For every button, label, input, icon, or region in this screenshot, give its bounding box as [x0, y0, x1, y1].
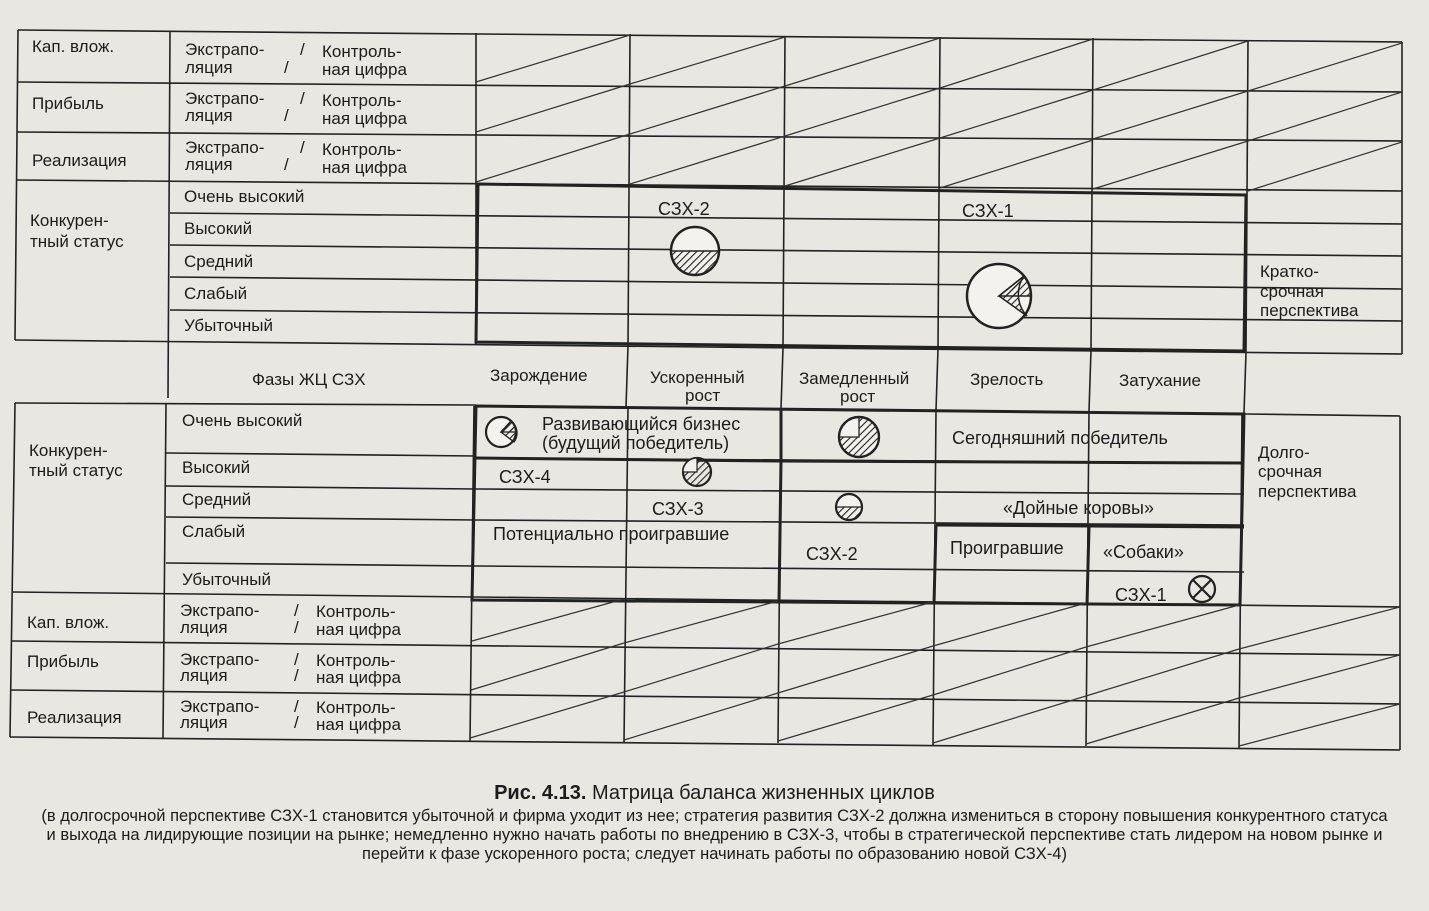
figure-caption [0, 782, 1429, 864]
extrapolation-line1: Экстрапо- [185, 89, 265, 108]
extrapolation-line2: ляция [185, 106, 233, 125]
slash: / [294, 713, 299, 732]
szh1-bottom-label: СЗХ-1 [1115, 585, 1167, 605]
target-line2: ная цифра [316, 620, 401, 639]
short-perspective-line1: Кратко- [1260, 262, 1319, 281]
extrapolation-line2: ляция [180, 713, 228, 732]
bottom-plan-cell-cap [180, 601, 401, 639]
bottom-sales-label: Реализация [27, 708, 122, 727]
top-status-loss: Убыточный [184, 316, 274, 335]
bottom-status-label-line2: тный статус [29, 461, 123, 480]
phase-accelerated-line2: рост [685, 386, 721, 405]
extrapolation-line1: Экстрапо- [180, 697, 260, 716]
top-status-label-line1: Конкурен- [30, 211, 109, 230]
target-line1: Контроль- [316, 698, 396, 717]
slash: / [294, 601, 299, 620]
long-perspective-line2: срочная [1258, 462, 1322, 481]
phase-birth: Зарождение [490, 366, 588, 385]
top-status-medium: Средний [184, 252, 254, 271]
top-sales-label: Реализация [32, 151, 127, 170]
phase-maturity: Зрелость [970, 370, 1044, 389]
top-status-high: Высокий [184, 219, 253, 238]
zone-developing-line2: (будущий победитель) [542, 433, 730, 453]
target-line1: Контроль- [322, 91, 402, 110]
caption-title-text: Матрица баланса жизненных циклов [591, 782, 935, 804]
extrapolation-line2: ляция [180, 618, 228, 637]
szh2-small-circle [836, 494, 862, 520]
bottom-status-medium: Средний [182, 490, 252, 509]
slash: / [284, 58, 289, 77]
zone-dogs: «Собаки» [1103, 542, 1184, 562]
target-line2: ная цифра [322, 109, 407, 128]
phase-accelerated-line1: Ускоренный [650, 368, 745, 387]
short-perspective-line3: перспектива [1260, 301, 1359, 320]
slash: / [300, 40, 305, 59]
target-line2: ная цифра [316, 668, 401, 687]
szh2-bottom-label: СЗХ-2 [806, 544, 858, 564]
zone-cash-cows: «Дойные коровы» [1003, 498, 1154, 518]
extrapolation-line2: ляция [180, 666, 228, 685]
target-line2: ная цифра [322, 60, 407, 79]
target-line1: Контроль- [316, 651, 396, 670]
caption-title [0, 782, 1429, 805]
bottom-profit-label: Прибыль [27, 652, 99, 671]
slash: / [284, 106, 289, 125]
target-line2: ная цифра [316, 715, 401, 734]
bottom-status-loss: Убыточный [182, 570, 272, 589]
zone-developing-line1: Развивающийся бизнес [542, 414, 741, 434]
caption-note: (в долгосрочной перспективе СЗХ-1 становится убыточной и фирма уходит из нее; стратегия развития СЗХ-2 должна измениться в сторону повышения конкурентного статуса и выхода на лидирующие позиции на рынке; немедленно нужно начать работы по внедрению в СЗХ-3, чтобы в стратегической перспективе стать лидером на новом рынке и перейти к фазе ускоренного роста; следует начинать работы по образованию новой СЗХ-4) [41, 807, 1388, 863]
bottom-plan-cell-sales [180, 697, 401, 734]
szh1-exit-crossed-circle [1189, 576, 1215, 602]
szh2-future-circle [839, 417, 879, 457]
target-line2: ная цифра [322, 158, 407, 177]
top-status-very-high: Очень высокий [184, 187, 305, 206]
slash: / [300, 138, 305, 157]
bottom-cap-invest-label: Кап. влож. [27, 613, 110, 632]
phase-decline: Затухание [1119, 371, 1201, 390]
extrapolation-line1: Экстрапо- [180, 650, 260, 669]
extrapolation-line1: Экстрапо- [180, 601, 260, 620]
slash: / [294, 697, 299, 716]
caption-figure-number: Рис. 4.13. [494, 782, 587, 804]
top-plan-cell-profit [185, 89, 407, 128]
target-line1: Контроль- [322, 42, 402, 61]
slash: / [294, 666, 299, 685]
extrapolation-line1: Экстрапо- [185, 40, 265, 59]
bottom-plan-cell-profit [180, 650, 401, 687]
phase-slowed-line2: рост [840, 387, 876, 406]
target-line1: Контроль- [316, 602, 396, 621]
szh3-circle [683, 458, 711, 486]
phases-title: Фазы ЖЦ СЗХ [252, 370, 366, 389]
extrapolation-line2: ляция [185, 58, 233, 77]
top-profit-label: Прибыль [32, 94, 104, 113]
bottom-status-very-high: Очень высокий [182, 411, 303, 430]
szh4-label: СЗХ-4 [499, 467, 551, 487]
extrapolation-line2: ляция [185, 155, 233, 174]
top-status-label-line2: тный статус [30, 232, 124, 251]
slash: / [284, 155, 289, 174]
target-line1: Контроль- [322, 140, 402, 159]
slash: / [294, 650, 299, 669]
top-szh2-label: СЗХ-2 [658, 199, 710, 219]
slash: / [294, 618, 299, 637]
long-perspective-line3: перспектива [1258, 482, 1357, 501]
szh-new-circle [486, 417, 517, 447]
top-status-weak: Слабый [184, 284, 248, 303]
top-plan-cell-sales [185, 138, 407, 177]
top-szh1-label: СЗХ-1 [962, 201, 1014, 221]
zone-todays-winner: Сегодняшний победитель [952, 428, 1168, 448]
top-szh1-circle [967, 264, 1031, 328]
zone-losers: Проигравшие [950, 538, 1064, 558]
bottom-status-label-line1: Конкурен- [29, 441, 108, 460]
zone-potential-losers: Потенциально проигравшие [493, 524, 730, 544]
top-szh2-circle [671, 227, 719, 275]
long-perspective-line1: Долго- [1258, 443, 1310, 462]
top-cap-invest-label: Кап. влож. [32, 37, 115, 56]
bottom-status-weak: Слабый [182, 522, 246, 541]
short-perspective-line2: срочная [1260, 282, 1324, 301]
top-plan-cell-cap [185, 40, 407, 79]
bottom-status-high: Высокий [182, 458, 251, 477]
slash: / [300, 89, 305, 108]
phase-slowed-line1: Замедленный [799, 369, 910, 388]
extrapolation-line1: Экстрапо- [185, 138, 265, 157]
szh3-label: СЗХ-3 [652, 499, 704, 519]
